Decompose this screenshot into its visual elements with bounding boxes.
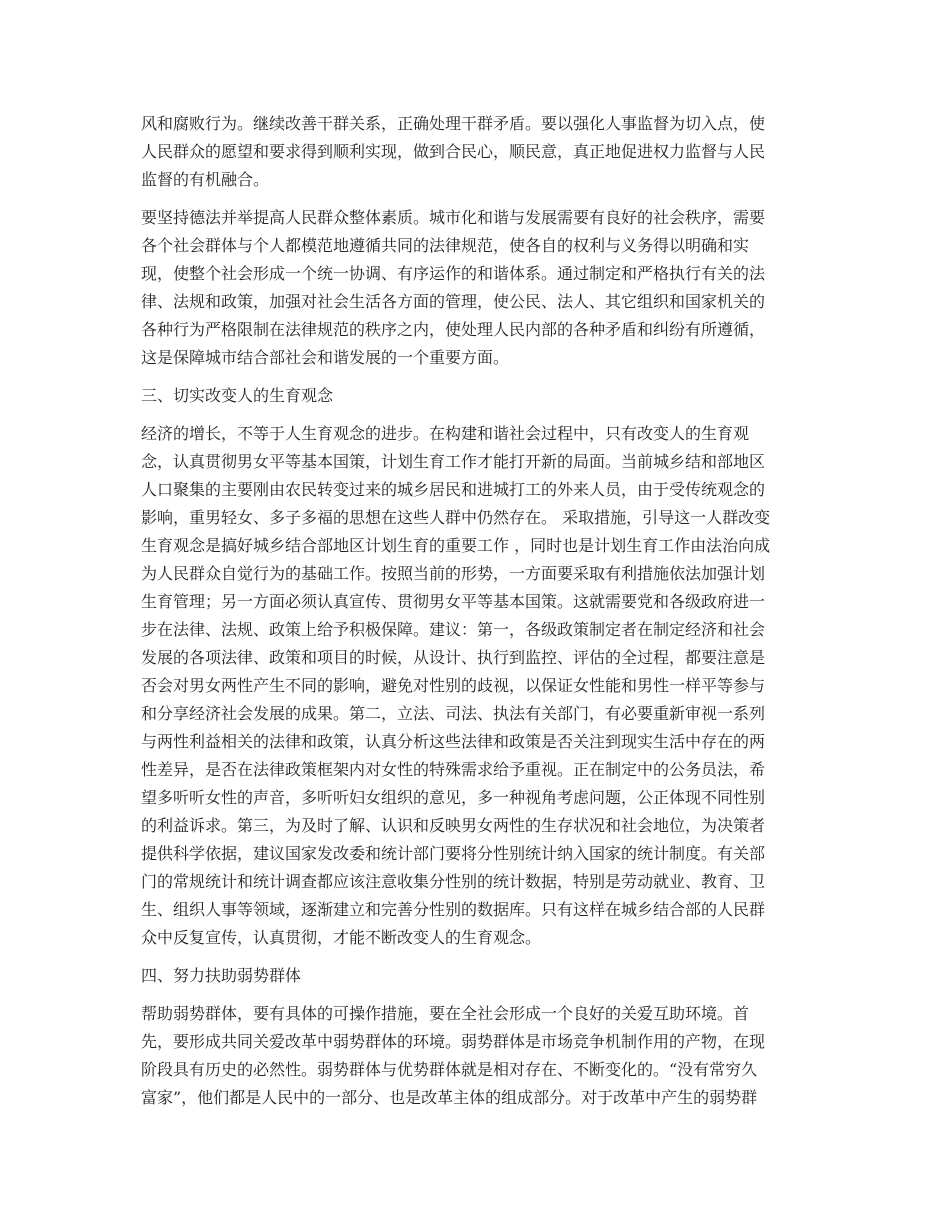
section-heading-4: 四、努力扶助弱势群体 [141,966,302,985]
document-body [141,110,809,1112]
paragraph-3: 经济的增长，不等于人生育观念的进步。在构建和谐社会过程中，只有改变人的生育观 念，认真贯彻男女平等基本国策，计划生育工作才能打开新的局面。当前城乡结和部地区 人口聚集的主要刚由农民转变过来的城乡居民和进城打工的外来人员，由于受传统观念的 影响，重男轻女、多子多福的思想在这些人群中仍然存在。 采取措施，引导这一人群改变 生育观念是搞好城乡结合部地区计划生育的重要工作 ，同时也是计划生育工作由法治向成 为人民群众自觉行为的基础工作。按照当前的形势，一方面要采取有利措施依法加强计划 生育管理；另一方面必须认真宣传、贯彻男女平等基本国策。这就需要党和各级政府进一 步在法律、法规、政策上给予积极保障。建议：第一，各级政策制定者在制定经济和社会 发展的各项法律、政策和项目的时候，从设计、执行到监控、评估的全过程，都要注意是 否会对男女两性产生不同的影响，避免对性别的歧视，以保证女性能和男性一样平等参与 和分享经济社会发展的成果。第二，立法、司法、执法有关部门，有必要重新审视一系列 与两性利益相关的法律和政策，认真分析这些法律和政策是否关注到现实生活中存在的两 性差异，是否在法律政策框架内对女性的特殊需求给予重视。正在制定中的公务员法，希 望多听听女性的声音，多听听妇女组织的意见，多一种视角考虑问题，公正体现不同性别 的利益诉求。第三，为及时了解、认识和反映男女两性的生存状况和社会地位，为决策者 提供科学依据，建议国家发改委和统计部门要将分性别统计纳入国家的统计制度。有关部 门的常规统计和统计调查都应该注意收集分性别的统计数据，特别是劳动就业、教育、卫 生、组织人事等领域，逐渐建立和完善分性别的数据库。只有这样在城乡结合部的人民群 众中反复宣传，认真贯彻，才能不断改变人的生育观念。 [141,424,771,947]
paragraph-1: 风和腐败行为。继续改善干群关系，正确处理干群矛盾。要以强化人事监督为切入点，使 人民群众的愿望和要求得到顺利实现，做到合民心，顺民意，真正地促进权力监督与人民 监督的有机融合。 [141,114,766,189]
paragraph-4: 帮助弱势群体，要有具体的可操作措施，要在全社会形成一个良好的关爱互助环境。首 先，要形成共同关爱改革中弱势群体的环境。弱势群体是市场竞争机制作用的产物，在现 阶段具有历史的必然性。弱势群体与优势群体就是相对存在、不断变化的。“没有常穷久 富家”，他们都是人民中的一部分、也是改革主体的组成部分。对于改革中产生的弱势群 [141,1004,766,1107]
paragraph-2: 要坚持德法并举提高人民群众整体素质。城市化和谐与发展需要有良好的社会秩序，需要 各个社会群体与个人都模范地遵循共同的法律规范，使各自的权利与义务得以明确和实 现，使整个社会形成一个统一协调、有序运作的和谐体系。通过制定和严格执行有关的法 律、法规和政策，加强对社会生活各方面的管理，使公民、法人、其它组织和国家机关的 各种行为严格限制在法律规范的秩序之内，使处理人民内部的各种矛盾和纠纷有所遵循， 这是保障城市结合部社会和谐发展的一个重要方面。 [141,208,766,367]
section-heading-3: 三、切实改变人的生育观念 [141,386,334,405]
